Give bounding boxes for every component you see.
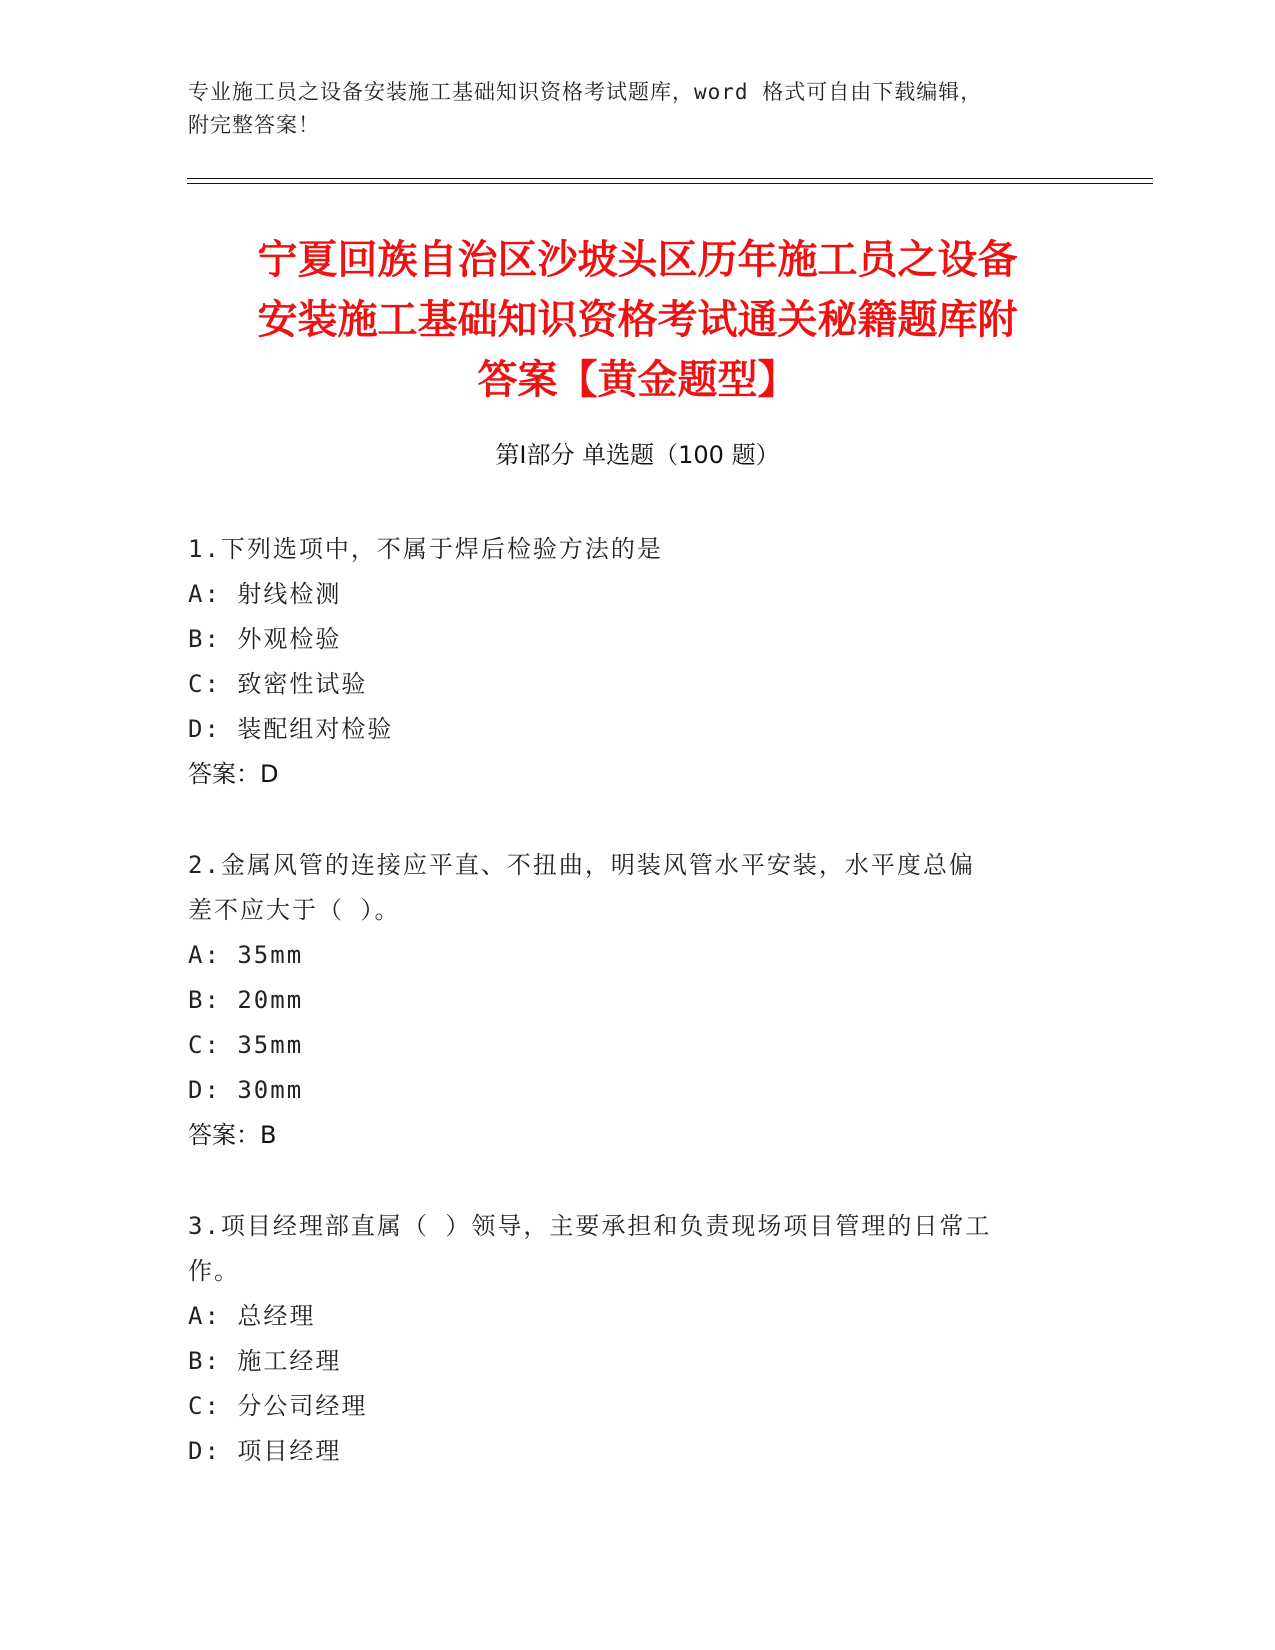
option-c: C: 35mm <box>188 1031 304 1059</box>
question-stem: 1.下列选项中，不属于焊后检验方法的是 <box>188 535 663 563</box>
document-header <box>188 76 1068 142</box>
option-d: D: 项目经理 <box>188 1437 342 1465</box>
option-a: A: 35mm <box>188 941 304 969</box>
question-1 <box>188 527 1068 797</box>
question-stem-continued: 作。 <box>188 1257 240 1285</box>
option-b: B: 施工经理 <box>188 1347 342 1375</box>
option-a: A: 总经理 <box>188 1302 316 1330</box>
question-stem: 3.项目经理部直属（ ）领导，主要承担和负责现场项目管理的日常工 <box>188 1212 992 1240</box>
option-b: B: 外观检验 <box>188 625 342 653</box>
title-line-2: 安装施工基础知识资格考试通关秘籍题库附 <box>257 297 1018 343</box>
question-stem-continued: 差不应大于（ ）。 <box>188 896 401 924</box>
option-c: C: 分公司经理 <box>188 1392 368 1420</box>
option-d: D: 30mm <box>188 1076 304 1104</box>
header-divider-top <box>187 178 1153 179</box>
question-2 <box>188 843 1068 1158</box>
title-line-3: 答案【黄金题型】 <box>477 357 798 403</box>
section-heading: 第Ⅰ部分 单选题（100 题） <box>495 441 780 469</box>
title-line-1: 宁夏回族自治区沙坡头区历年施工员之设备 <box>257 237 1018 283</box>
option-b: B: 20mm <box>188 986 304 1014</box>
answer: 答案：D <box>188 760 279 788</box>
option-a: A: 射线检测 <box>188 580 342 608</box>
header-line-2: 附完整答案！ <box>188 113 320 137</box>
answer: 答案：B <box>188 1121 277 1149</box>
option-d: D: 装配组对检验 <box>188 715 394 743</box>
header-line-1: 专业施工员之设备安装施工基础知识资格考试题库，word 格式可自由下载编辑， <box>188 80 983 104</box>
option-c: C: 致密性试验 <box>188 670 368 698</box>
question-3 <box>188 1204 1068 1474</box>
question-stem: 2.金属风管的连接应平直、不扭曲，明装风管水平安装，水平度总偏 <box>188 851 975 879</box>
question-list <box>188 527 1068 1474</box>
document-title <box>180 230 1095 410</box>
header-divider-bottom <box>187 183 1153 184</box>
